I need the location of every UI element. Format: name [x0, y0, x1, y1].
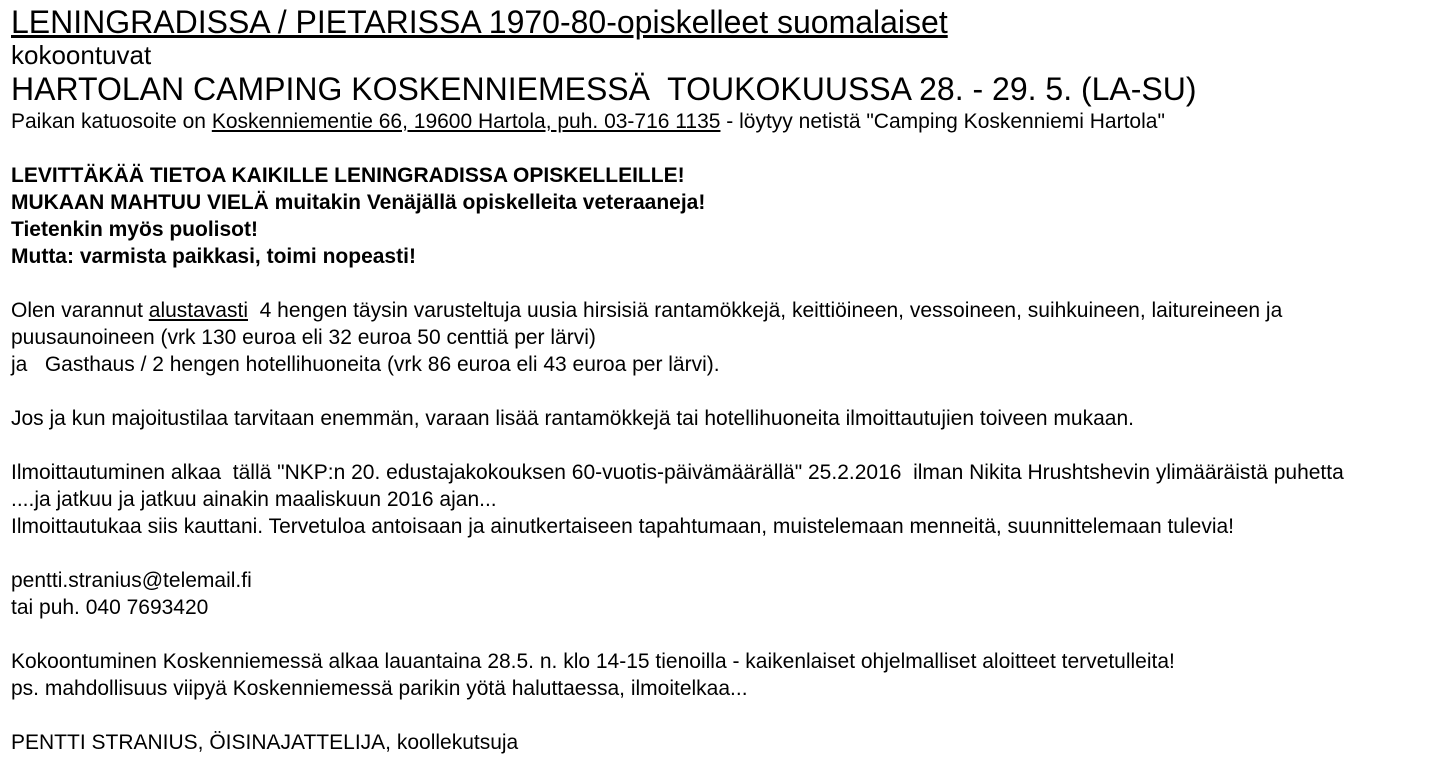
appeal-line-1: LEVITTÄKÄÄ TIETOA KAIKILLE LENINGRADISSA OPISKELLEILLE!	[11, 164, 685, 187]
address-link: Koskenniementie 66, 19600 Hartola, puh. 03-716 1135	[211, 110, 721, 133]
address-line	[11, 108, 1449, 135]
address-suffix: - löytyy netistä "Camping Koskenniemi Hartola"	[720, 110, 1165, 133]
registration-line-1: Ilmoittautuminen alkaa tällä "NKP:n 20. edustajakokouksen 60-vuotis-päivämäärällä" 25.2.2016 ilman Nikita Hrushtshevin ylimääräistä puhetta	[11, 461, 1344, 484]
accommodation-rest: 4 hengen täysin varusteltuja uusia hirsisiä rantamökkejä, keittiöineen, vessoineen, suihkuineen, laitureineen ja	[247, 299, 1283, 322]
accommodation-emphasis: alustavasti	[148, 299, 248, 322]
document	[11, 4, 1449, 756]
event-heading: HARTOLAN CAMPING KOSKENNIEMESSÄ TOUKOKUUSSA 28. - 29. 5. (LA-SU)	[11, 71, 1197, 107]
spacer	[11, 135, 1449, 162]
gathering-line-1: Kokoontuminen Koskenniemessä alkaa lauantaina 28.5. n. klo 14-15 tienoilla - kaikenlaiset ohjelmalliset aloitteet tervetulleita!	[11, 650, 1175, 673]
spacer	[11, 702, 1449, 729]
registration-line-3: Ilmoittautukaa siis kauttani. Tervetuloa antoisaan ja ainutkertaiseen tapahtumaan, muistelemaan menneitä, suunnittelemaan tulevia!	[11, 515, 1235, 538]
accommodation-line-1	[11, 297, 1449, 324]
appeal-line-2: MUKAAN MAHTUU VIELÄ muitakin Venäjällä opiskelleita veteraaneja!	[11, 191, 706, 214]
page-title: LENINGRADISSA / PIETARISSA 1970-80-opiskelleet suomalaiset	[11, 4, 948, 40]
gathering-line-2: ps. mahdollisuus viipyä Koskenniemessä parikin yötä haluttaessa, ilmoitelkaa...	[11, 677, 748, 700]
spacer	[11, 270, 1449, 297]
accommodation-line-2: puusaunoineen (vrk 130 euroa eli 32 euroa 50 centtiä per lärvi)	[11, 326, 596, 349]
more-rooms-line: Jos ja kun majoitustilaa tarvitaan enemmän, varaan lisää rantamökkejä tai hotellihuoneita ilmoittautujien toiveen mukaan.	[11, 407, 1134, 430]
spacer	[11, 432, 1449, 459]
spacer	[11, 621, 1449, 648]
appeal-line-3: Tietenkin myös puolisot!	[11, 218, 258, 241]
spacer	[11, 378, 1449, 405]
registration-line-2: ....ja jatkuu ja jatkuu ainakin maaliskuun 2016 ajan...	[11, 488, 497, 511]
page-subtitle: kokoontuvat	[11, 40, 152, 70]
appeal-line-4: Mutta: varmista paikkasi, toimi nopeasti!	[11, 245, 416, 268]
address-prefix: Paikan katuosoite on	[11, 110, 212, 133]
signature: PENTTI STRANIUS, ÖISINAJATTELIJA, koollekutsuja	[11, 731, 519, 754]
accommodation-line-3: ja Gasthaus / 2 hengen hotellihuoneita (vrk 86 euroa eli 43 euroa per lärvi).	[11, 353, 720, 376]
contact-phone: tai puh. 040 7693420	[11, 596, 209, 619]
contact-email: pentti.stranius@telemail.fi	[11, 569, 252, 592]
spacer	[11, 540, 1449, 567]
accommodation-prefix: Olen varannut	[11, 299, 149, 322]
